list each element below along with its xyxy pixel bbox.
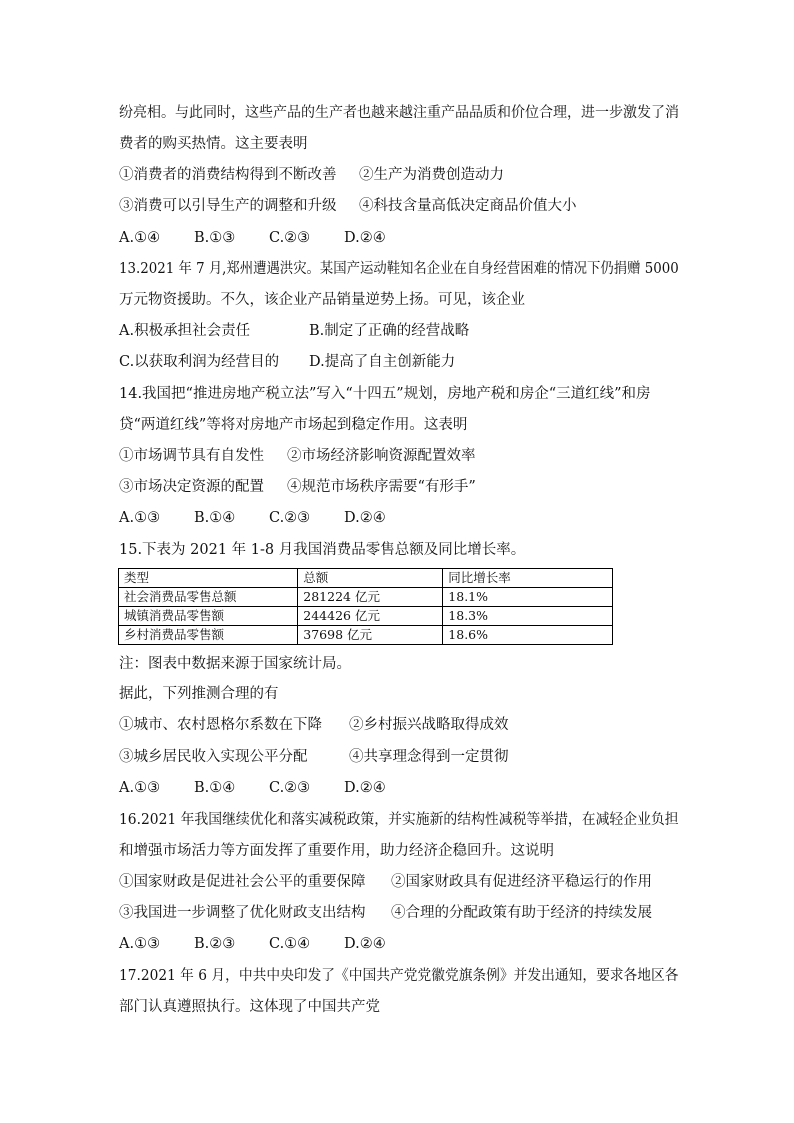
q14-option-1: ①市场调节具有自发性 <box>119 448 264 464</box>
q14-option-4: ④规范市场秩序需要“有形手” <box>287 479 476 495</box>
q16-options-row-1 <box>119 872 652 892</box>
q13-option-d[interactable]: D.提高了自主创新能力 <box>309 354 456 370</box>
q16-option-3: ③我国进一步调整了优化财政支出结构 <box>119 905 366 921</box>
q14-stem-line-1: 14.我国把“推进房地产税立法”写入“十四五”规划，房地产税和房企“三道红线”和房 <box>119 386 651 402</box>
q14-choice-a[interactable]: A.①③ <box>119 510 161 526</box>
q17-stem-line-1: 17.2021 年 6 月，中共中央印发了《中国共产党党徽党旗条例》并发出通知，要求各地区各 <box>119 968 679 984</box>
q16-choice-d[interactable]: D.②④ <box>344 936 386 952</box>
q15-choices <box>119 778 419 798</box>
q13-option-b[interactable]: B.制定了正确的经营战略 <box>309 323 470 339</box>
q14-choice-b[interactable]: B.①④ <box>194 510 236 526</box>
q15-option-2: ②乡村振兴战略取得成效 <box>349 717 509 733</box>
q16-option-2: ②国家财政具有促进经济平稳运行的作用 <box>391 874 652 890</box>
q15-choice-b[interactable]: B.①④ <box>194 780 236 796</box>
retail-sales-table <box>118 568 613 645</box>
q15-option-1: ①城市、农村恩格尔系数在下降 <box>119 717 322 733</box>
table-header-row <box>119 569 613 588</box>
q12-option-4: ④科技含量高低决定商品价值大小 <box>359 198 577 214</box>
table-row <box>119 588 613 607</box>
q13-stem-line-1: 13.2021 年 7 月,郑州遭遇洪灾。某国产运动鞋知名企业在自身经营困难的情况下仍捐赠 5000 <box>119 261 679 277</box>
q13-options-row-2 <box>119 352 455 372</box>
table-cell: 244426 亿元 <box>298 607 443 626</box>
table-cell: 281224 亿元 <box>298 588 443 607</box>
q12-choice-b[interactable]: B.①③ <box>194 230 236 246</box>
q12-stem-line-2: 费者的购买热情。这主要表明 <box>119 136 308 152</box>
q13-option-a[interactable]: A.积极承担社会责任 <box>119 323 251 339</box>
q14-option-2: ②市场经济影响资源配置效率 <box>287 448 476 464</box>
q12-options-row-1 <box>119 165 504 185</box>
q13-option-c[interactable]: C.以获取利润为经营目的 <box>119 354 280 370</box>
table-header-cell: 总额 <box>298 569 443 588</box>
q12-choice-d[interactable]: D.②④ <box>344 230 386 246</box>
q16-options-row-2 <box>119 903 652 923</box>
q15-table-note: 注：图表中数据来源于国家统计局。 <box>119 656 351 672</box>
table-cell: 18.6% <box>443 626 613 645</box>
q14-option-3: ③市场决定资源的配置 <box>119 479 264 495</box>
q15-options-row-2 <box>119 747 509 767</box>
q16-option-1: ①国家财政是促进社会公平的重要保障 <box>119 874 366 890</box>
q13-options-row-1 <box>119 321 469 341</box>
q12-choice-a[interactable]: A.①④ <box>119 230 161 246</box>
q15-choice-d[interactable]: D.②④ <box>344 780 386 796</box>
q12-choices <box>119 228 419 248</box>
q15-stem-line-1: 15.下表为 2021 年 1-8 月我国消费品零售总额及同比增长率。 <box>119 542 526 558</box>
q12-option-2: ②生产为消费创造动力 <box>359 167 504 183</box>
q14-stem-line-2: 贷“两道红线”等将对房地产市场起到稳定作用。这表明 <box>119 417 468 433</box>
q16-choice-a[interactable]: A.①③ <box>119 936 161 952</box>
q15-options-row-1 <box>119 715 509 735</box>
q15-stem-line-2: 据此，下列推测合理的有 <box>119 686 279 702</box>
q16-stem-line-2: 和增强市场活力等方面发挥了重要作用，助力经济企稳回升。这说明 <box>119 843 554 859</box>
q14-choices <box>119 508 419 528</box>
table-cell: 37698 亿元 <box>298 626 443 645</box>
q12-options-row-2 <box>119 196 577 216</box>
q14-choice-c[interactable]: C.②③ <box>269 510 311 526</box>
q12-choice-c[interactable]: C.②③ <box>269 230 311 246</box>
table-cell: 18.1% <box>443 588 613 607</box>
table-header-cell: 同比增长率 <box>443 569 613 588</box>
q16-choice-c[interactable]: C.①④ <box>269 936 311 952</box>
q14-options-row-1 <box>119 446 476 466</box>
q14-options-row-2 <box>119 477 476 497</box>
q13-stem-line-2: 万元物资援助。不久，该企业产品销量逆势上扬。可见，该企业 <box>119 292 525 308</box>
q12-option-1: ①消费者的消费结构得到不断改善 <box>119 167 337 183</box>
q16-choices <box>119 934 419 954</box>
q15-option-3: ③城乡居民收入实现公平分配 <box>119 749 308 765</box>
table-row <box>119 607 613 626</box>
q15-choice-a[interactable]: A.①③ <box>119 780 161 796</box>
q16-stem-line-1: 16.2021 年我国继续优化和落实减税政策，并实施新的结构性减税等举措，在减轻企业负担 <box>119 812 679 828</box>
q14-choice-d[interactable]: D.②④ <box>344 510 386 526</box>
table-cell: 18.3% <box>443 607 613 626</box>
table-cell: 乡村消费品零售额 <box>119 626 298 645</box>
q15-option-4: ④共享理念得到一定贯彻 <box>349 749 509 765</box>
table-cell: 城镇消费品零售额 <box>119 607 298 626</box>
q16-option-4: ④合理的分配政策有助于经济的持续发展 <box>391 905 652 921</box>
q12-stem-line-1: 纷亮相。与此同时，这些产品的生产者也越来越注重产品品质和价位合理，进一步激发了消 <box>119 105 679 121</box>
q12-option-3: ③消费可以引导生产的调整和升级 <box>119 198 337 214</box>
table-row <box>119 626 613 645</box>
q16-choice-b[interactable]: B.②③ <box>194 936 236 952</box>
q17-stem-line-2: 部门认真遵照执行。这体现了中国共产党 <box>119 999 380 1015</box>
table-header-cell: 类型 <box>119 569 298 588</box>
table-cell: 社会消费品零售总额 <box>119 588 298 607</box>
q15-choice-c[interactable]: C.②③ <box>269 780 311 796</box>
